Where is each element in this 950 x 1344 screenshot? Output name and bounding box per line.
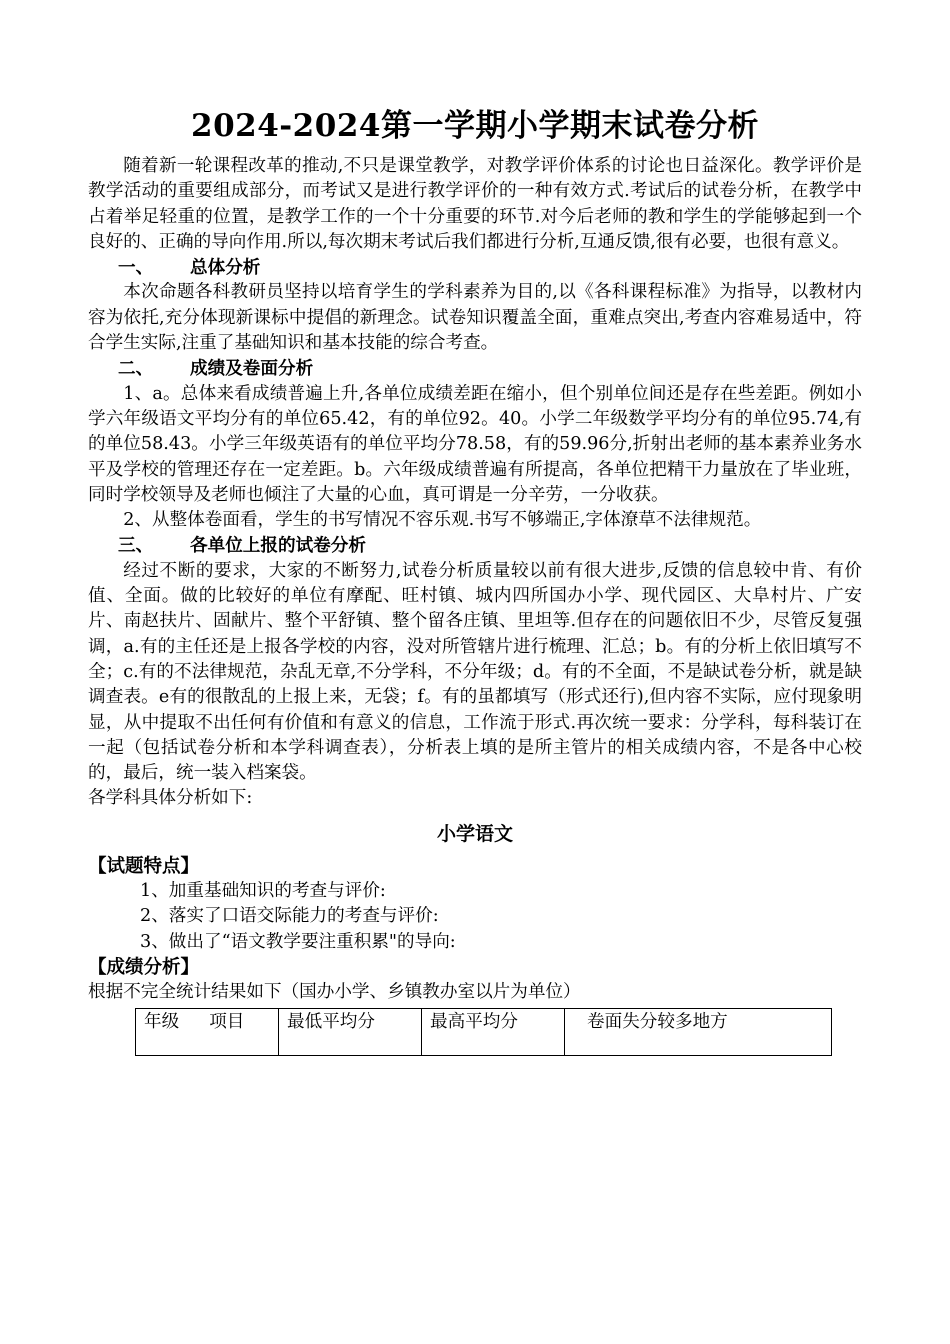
page-title: 2024-2024第一学期小学期末试卷分析 xyxy=(191,108,759,144)
section-number: 三、 xyxy=(118,535,154,557)
section-3-paragraph: 经过不断的要求，大家的不断努力,试卷分析质量较以前有很大进步,反馈的信息较中肯、有价值、全面。做的比较好的单位有摩配、旺村镇、城内四所国办小学、现代园区、大阜村片、广安片、南赵扶片、固献片、整个平舒镇、整个留各庄镇、里坦等.但存在的问题依旧不少，尽管反复强调，a.有的主任还是上报各学校的内容，没对所管辖片进行梳理、汇总；b。有的分析上依旧填写不全；c.有的不法律规范，杂乱无章,不分学科，不分年级；d。有的不全面，不是缺试卷分析，就是缺调查表。e有的很散乱的上报上来，无袋；f。有的虽都填写（形式还行),但内容不实际，应付现象明显，从中提取不出任何有价值和有意义的信息，工作流于形式.再次统一要求：分学科，每科装订在一起（包括试卷分析和本学科调查表），分析表上填的是所主管片的相关成绩内容，不是各中心校的，最后，统一装入档案袋。 xyxy=(88,560,862,784)
subject-title: 小学语文 xyxy=(436,822,513,845)
table-header-item: 项目 xyxy=(209,1011,245,1032)
table-header-min: 最低平均分 xyxy=(279,1008,422,1055)
section-2-paragraph-1: 1、a。总体来看成绩普遍上升,各单位成绩差距在缩小，但个别单位间还是存在些差距。例如小学六年级语文平均分有的单位65.42，有的单位92。40。小学二年级数学平均分有的单位95.74,有的单位58.43。小学三年级英语有的单位平均分78.58，有的59.96分,折射出老师的基本素养业务水平及学校的管理还存在一定差距。b。六年级成绩普遍有所提高，各单位把精干力量放在了毕业班，同时学校领导及老师也倾注了大量的心血，真可谓是一分辛劳，一分收获。 xyxy=(88,383,862,505)
section-2-paragraph-2: 2、从整体卷面看，学生的书写情况不容乐观.书写不够端正,字体潦草不法律规范。 xyxy=(123,510,762,531)
intro-paragraph: 随着新一轮课程改革的推动,不只是课堂教学，对教学评价体系的讨论也日益深化。教学评价是教学活动的重要组成部分，而考试又是进行教学评价的一种有效方式.考试后的试卷分析，在教学中占着举足轻重的位置，是教学工作的一个十分重要的环节.对今后老师的教和学生的学能够起到一个良好的、正确的导向作用.所以,每次期末考试后我们都进行分析,互通反馈,很有必要，也很有意义。 xyxy=(88,156,862,252)
feature-item-1: 1、加重基础知识的考查与评价: xyxy=(140,881,386,902)
section-heading-1 xyxy=(88,255,862,280)
feature-item-2: 2、落实了口语交际能力的考查与评价: xyxy=(140,906,439,927)
table-header-row xyxy=(136,1008,832,1055)
score-heading: 【成绩分析】 xyxy=(88,956,200,978)
table-header-loss-label: 卷面失分较多地方 xyxy=(587,1011,728,1032)
section-title: 总体分析 xyxy=(190,257,261,279)
grade-table xyxy=(135,1008,832,1056)
score-note: 根据不完全统计结果如下（国办小学、乡镇教办室以片为单位） xyxy=(88,982,581,1003)
document-page xyxy=(88,104,862,1056)
section-title: 成绩及卷面分析 xyxy=(190,358,314,380)
section-number: 二、 xyxy=(118,358,154,380)
section-number: 一、 xyxy=(118,257,154,279)
features-heading: 【试题特点】 xyxy=(88,855,200,877)
feature-item-3: 3、做出了“语文教学要注重积累"的导向: xyxy=(140,931,456,952)
table-header-grade-item xyxy=(136,1008,279,1055)
section-heading-2 xyxy=(88,356,862,381)
section-title: 各单位上报的试卷分析 xyxy=(190,535,366,557)
section-heading-3 xyxy=(88,533,862,558)
table-header-max: 最高平均分 xyxy=(422,1008,565,1055)
table-header-grade: 年级 xyxy=(144,1011,180,1032)
table-header-loss xyxy=(565,1008,832,1055)
closing-line: 各学科具体分析如下: xyxy=(88,788,253,809)
section-1-paragraph: 本次命题各科教研员坚持以培育学生的学科素养为目的,以《各科课程标准》为指导，以教材内容为依托,充分体现新课标中提倡的新理念。试卷知识覆盖全面，重难点突出,考查内容难易适中，符合学生实际,注重了基础知识和基本技能的综合考查。 xyxy=(88,282,862,354)
